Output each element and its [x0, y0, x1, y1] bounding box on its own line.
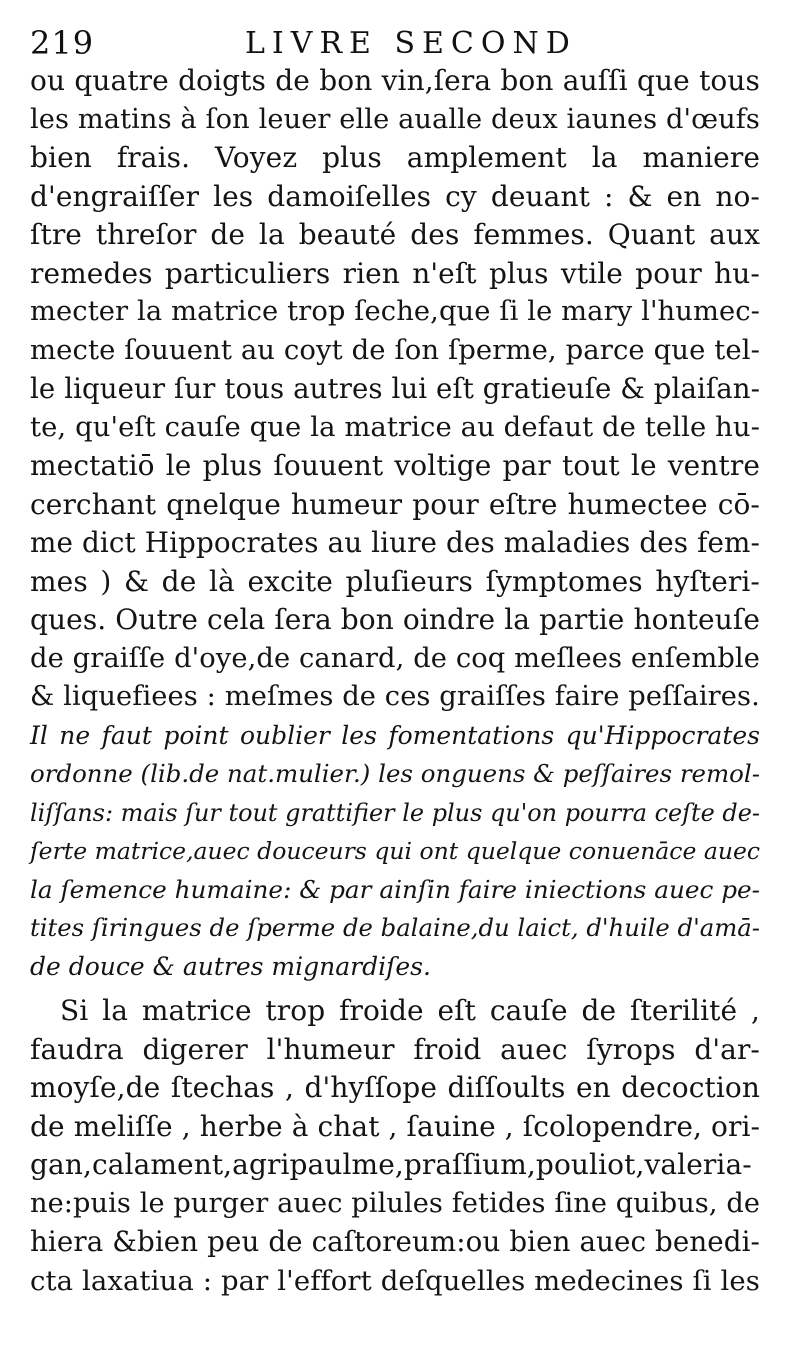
text-line: mes ) & de là excite pluſieurs ſymptomes hyſteri- [30, 564, 760, 598]
text-line: & liquefiees : meſmes de ces graiſſes faire peſſaires. [30, 681, 760, 712]
text-line: me dict Hippocrates au liure des maladies des fem- [30, 526, 760, 559]
text-line: gan,calament,agripaulme,praſſium,pouliot,valeria- [30, 1148, 752, 1181]
text-line: mecter la matrice trop ſeche,que ſi le mary l'humec- [30, 296, 760, 327]
italic-note-line: de douce & autres mignardiſes. [30, 951, 431, 981]
italic-note-line: tites ſiringues de ſperme de balaine,du laict, d'huile d'amā- [30, 913, 760, 942]
italic-note-line: Il ne faut point oublier les fomentations qu'Hippocrates [30, 720, 760, 750]
text-line: cerchant qnelque humeur pour eſtre humectee cō- [30, 487, 760, 521]
italic-note-line: ordonne (lib.de nat.mulier.) les onguens & peſſaires remol- [30, 759, 760, 788]
text-line: mectatiō le plus ſouuent voltige par tout le ventre [30, 449, 760, 482]
text-line: d'engraiſſer les damoiſelles cy deuant : & en no- [30, 179, 760, 213]
italic-note-line: ſerte matrice,auec douceurs qui ont quelque conuenāce auec [30, 837, 760, 865]
text-line: hiera &bien peu de caſtoreum:ou bien auec benedi- [30, 1225, 760, 1258]
text-line: te, qu'eſt cauſe que la matrice au defaut de telle hu- [30, 411, 760, 443]
text-line: mecte ſouuent au coyt de ſon ſperme, parce que tel- [30, 334, 760, 366]
text-line: bien frais. Voyez plus amplement la maniere [30, 141, 760, 174]
text-line: ne:puis le purger auec pilules fetides ſine quibus, de [30, 1187, 760, 1219]
text-line: ſtre threſor de la beauté des femmes. Quant aux [30, 218, 760, 251]
text-line: de meliſſe , herbe à chat , ſauine , ſcolopendre, ori- [30, 1109, 761, 1143]
page-header [30, 20, 770, 62]
text-line: les matins à ſon leuer elle aualle deux iaunes d'œufs [30, 103, 760, 135]
running-head: LIVRE SECOND [245, 26, 577, 61]
body-text [30, 62, 760, 1300]
text-line: ou quatre doigts de bon vin,ſera bon auſſi que tous [30, 64, 760, 97]
text-line: moyſe,de ſtechas , d'hyſſope diſſoults en decoction [30, 1071, 760, 1104]
text-line: de graiſſe d'oye,de canard, de coq meſlees enſemble [30, 642, 760, 674]
text-line: ques. Outre cela ſera bon oindre la partie honteuſe [30, 603, 760, 636]
text-line: cta laxatiua : par l'effort deſquelles medecines ſi les [30, 1264, 760, 1297]
italic-note-line: liſſans: mais ſur tout grattifier le plus qu'on pourra ceſte de- [30, 798, 760, 827]
page-number: 219 [30, 24, 95, 62]
text-line: le liqueur ſur tous autres lui eſt gratieuſe & plaiſan- [30, 372, 760, 405]
text-line: remedes particuliers rien n'eſt plus vtile pour hu- [30, 256, 760, 290]
text-line: Si la matrice trop froide eſt cauſe de ſterilité , [60, 994, 760, 1027]
text-line: faudra digerer l'humeur froid auec ſyrops d'ar- [30, 1032, 760, 1066]
italic-note-line: la ſemence humaine: & par ainſin faire iniections auec pe- [30, 874, 761, 904]
